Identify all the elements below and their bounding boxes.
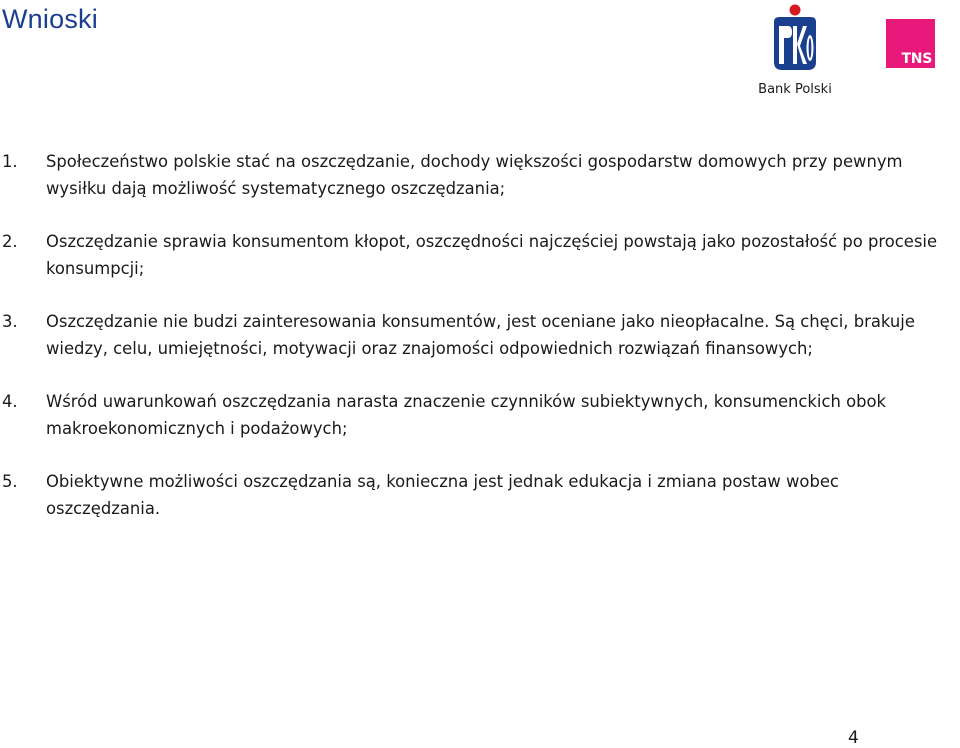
list-item-text: Społeczeństwo polskie stać na oszczędzanie, dochody większości gospodarstw domowych przy pewnym wysiłku dają możliwość systematycznego oszczędzania; xyxy=(46,152,903,198)
list-item-number: 5. xyxy=(2,472,18,491)
list-item-text: Obiektywne możliwości oszczędzania są, konieczna jest jednak edukacja i zmiana postaw wobec oszczędzania. xyxy=(46,472,839,518)
list-item-number: 4. xyxy=(2,392,18,411)
tns-logo xyxy=(886,19,935,68)
list-item xyxy=(0,308,950,362)
tns-logo-text: TNS xyxy=(901,51,932,67)
list-item-text: Oszczędzanie nie budzi zainteresowania konsumentów, jest oceniane jako nieopłacalne. Są chęci, brakuje wiedzy, celu, umiejętności, motywacji oraz znajomości odpowiednich rozwiązań finansowych; xyxy=(46,312,915,358)
list-item-number: 2. xyxy=(2,232,18,251)
list-item-number: 1. xyxy=(2,152,18,171)
list-item xyxy=(0,148,950,202)
list-item xyxy=(0,468,950,522)
page-title: Wnioski xyxy=(2,4,98,34)
list-item-text: Wśród uwarunkowań oszczędzania narasta znaczenie czynników subiektywnych, konsumenckich obok makroekonomicznych i podażowych; xyxy=(46,392,887,438)
pko-bank-polski-logo xyxy=(752,4,838,100)
pko-emblem-icon xyxy=(766,4,824,74)
conclusions-list xyxy=(0,148,950,548)
list-item-number: 3. xyxy=(2,312,18,331)
list-item-text: Oszczędzanie sprawia konsumentom kłopot, oszczędności najczęściej powstają jako pozostałość po procesie konsumpcji; xyxy=(46,232,938,278)
page-number: 4 xyxy=(848,728,859,748)
list-item xyxy=(0,388,950,442)
list-item xyxy=(0,228,950,282)
pko-logo-text: Bank Polski xyxy=(758,82,832,97)
